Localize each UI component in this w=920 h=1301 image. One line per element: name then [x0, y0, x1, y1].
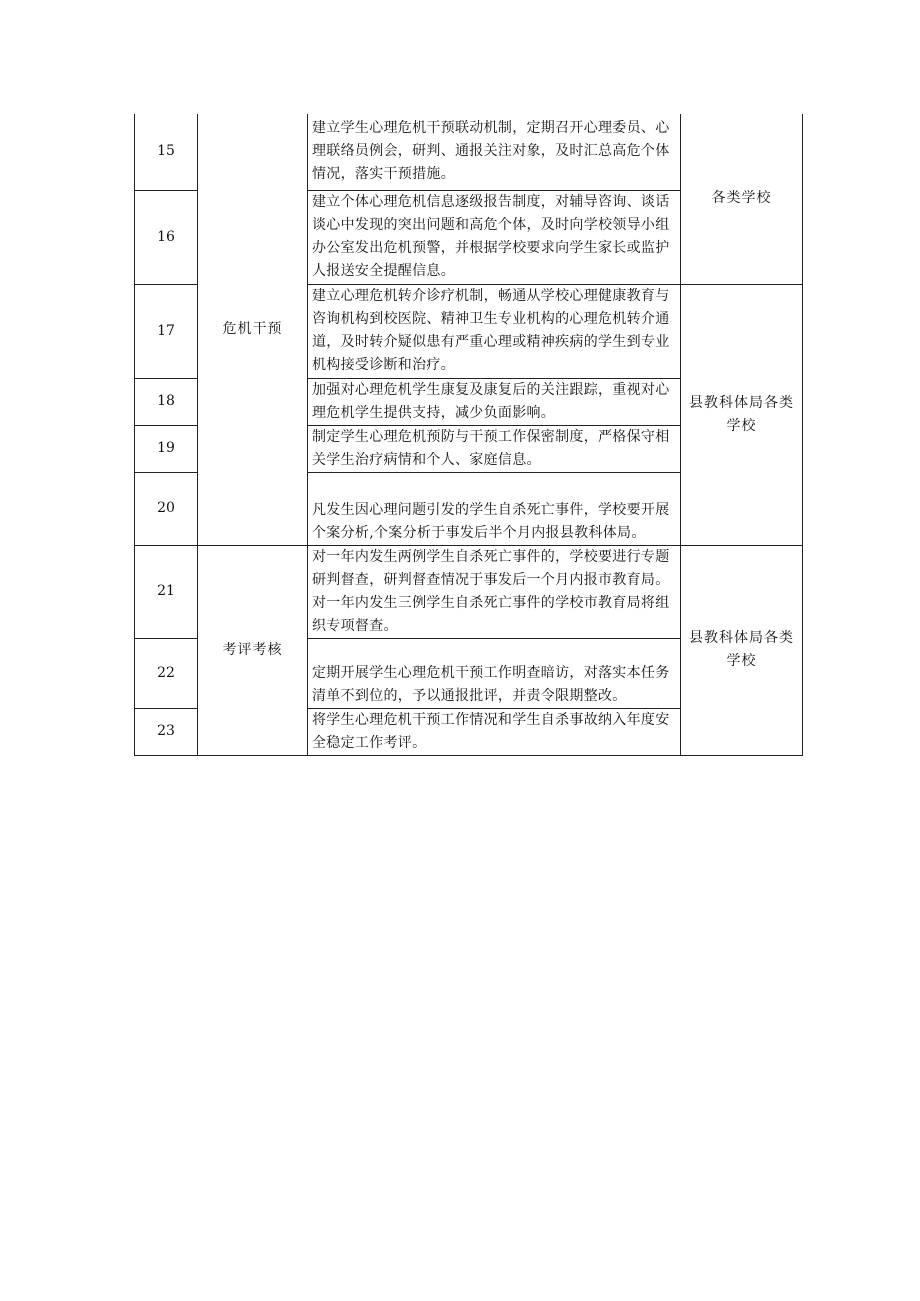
- responsible-party: 县教科体局各类学校: [681, 545, 803, 755]
- row-number: 18: [135, 378, 198, 425]
- row-number: 16: [135, 190, 198, 284]
- responsible-party: 各类学校: [681, 114, 803, 284]
- row-number: 19: [135, 425, 198, 472]
- task-description: 将学生心理危机干预工作情况和学生自杀事故纳入年度安全稳定工作考评。: [308, 708, 681, 755]
- task-description: 建立个体心理危机信息逐级报告制度，对辅导咨询、谈话谈心中发现的突出问题和高危个体，及时向学校领导小组办公室发出危机预警，并根据学校要求向学生家长或监护人报送安全提醒信息。: [308, 190, 681, 284]
- task-description: 定期开展学生心理危机干预工作明查暗访，对落实本任务清单不到位的，予以通报批评，并责令限期整改。: [308, 638, 681, 708]
- row-number: 23: [135, 708, 198, 755]
- row-number: 20: [135, 472, 198, 545]
- category-assessment: 考评考核: [198, 545, 308, 755]
- task-description: 建立心理危机转介诊疗机制，畅通从学校心理健康教育与咨询机构到校医院、精神卫生专业机构的心理危机转介通道，及时转介疑似患有严重心理或精神疾病的学生到专业机构接受诊断和治疗。: [308, 284, 681, 378]
- category-crisis-intervention: 危机干预: [198, 114, 308, 545]
- row-number: 17: [135, 284, 198, 378]
- task-description: 建立学生心理危机干预联动机制，定期召开心理委员、心理联络员例会，研判、通报关注对象，及时汇总高危个体情况，落实干预措施。: [308, 114, 681, 190]
- task-description: 加强对心理危机学生康复及康复后的关注跟踪，重视对心理危机学生提供支持，减少负面影响。: [308, 378, 681, 425]
- task-description: 凡发生因心理问题引发的学生自杀死亡事件，学校要开展个案分析,个案分析于事发后半个月内报县教科体局。: [308, 472, 681, 545]
- task-description: 对一年内发生两例学生自杀死亡事件的，学校要进行专题研判督查，研判督查情况于事发后一个月内报市教育局。对一年内发生三例学生自杀死亡事件的学校市教育局将组织专项督查。: [308, 545, 681, 638]
- table-row: [135, 114, 803, 190]
- row-number: 22: [135, 638, 198, 708]
- table-row: [135, 545, 803, 638]
- task-table: [134, 114, 803, 756]
- row-number: 21: [135, 545, 198, 638]
- responsible-party: 县教科体局各类学校: [681, 284, 803, 545]
- task-description: 制定学生心理危机预防与干预工作保密制度，严格保守相关学生治疗病情和个人、家庭信息。: [308, 425, 681, 472]
- row-number: 15: [135, 114, 198, 190]
